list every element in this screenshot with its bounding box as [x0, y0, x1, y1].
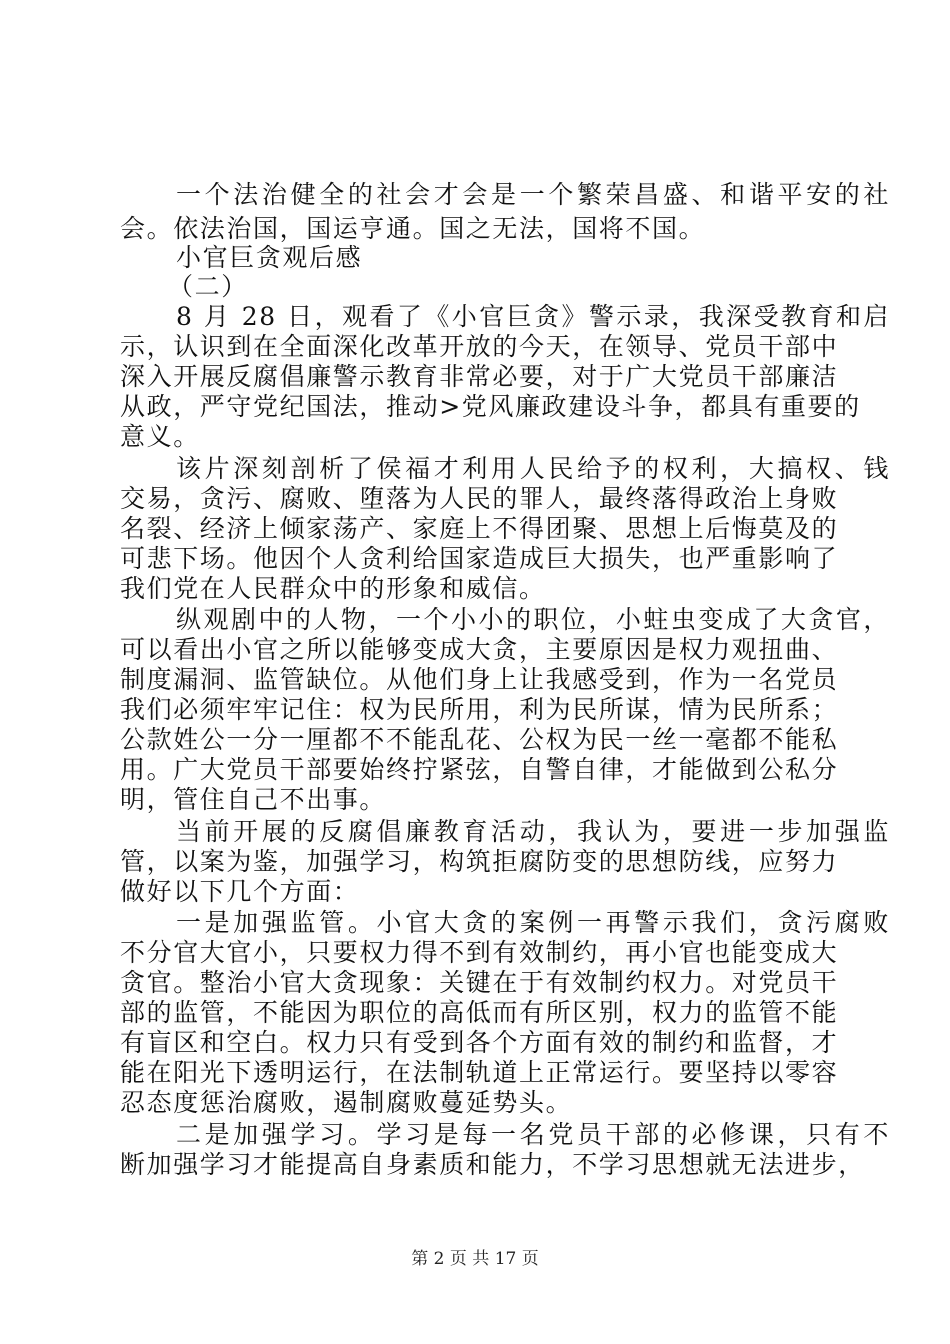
- text-line: 管，以案为鉴，加强学习，构筑拒腐防变的思想防线，应努力: [120, 847, 839, 876]
- text-line: 从政，严守党纪国法，推动>党风廉政建设斗争，都具有重要的: [120, 392, 861, 421]
- text-line: 一个法治健全的社会才会是一个繁荣昌盛、和谐平安的社: [176, 180, 890, 209]
- text-line: 可以看出小官之所以能够变成大贪，主要原因是权力观扭曲、: [120, 635, 839, 664]
- text-line: 制度漏洞、监管缺位。从他们身上让我感受到，作为一名党员: [120, 665, 839, 694]
- text-line: 断加强学习才能提高自身素质和能力，不学习思想就无法进步，: [120, 1150, 865, 1179]
- text-line: 用。广大党员干部要始终拧紧弦，自警自律，才能做到公私分: [120, 755, 839, 784]
- text-line: 能在阳光下透明运行，在法制轨道上正常运行。要坚持以零容: [120, 1058, 839, 1087]
- text-line: 我们党在人民群众中的形象和威信。: [120, 574, 546, 603]
- text-line: 忍态度惩治腐败，遏制腐败蔓延势头。: [120, 1088, 573, 1117]
- text-line: 示，认识到在全面深化改革开放的今天，在领导、党员干部中: [120, 332, 839, 361]
- text-line: 当前开展的反腐倡廉教育活动，我认为，要进一步加强监: [176, 817, 890, 846]
- text-line: 纵观剧中的人物，一个小小的职位，小蛀虫变成了大贪官，: [176, 605, 890, 634]
- text-line: 公款姓公一分一厘都不不能乱花、公权为民一丝一毫都不能私: [120, 725, 839, 754]
- text-line: 贪官。整治小官大贪现象：关键在于有效制约权力。对党员干: [120, 968, 839, 997]
- text-line: 深入开展反腐倡廉警示教育非常必要，对于广大党员干部廉洁: [120, 362, 839, 391]
- text-line: 部的监管，不能因为职位的高低而有所区别，权力的监管不能: [120, 998, 839, 1027]
- text-line: 交易，贪污、腐败、堕落为人民的罪人，最终落得政治上身败: [120, 484, 839, 513]
- section-title: 小官巨贪观后感: [176, 243, 363, 272]
- text-line: 不分官大官小，只要权力得不到有效制约，再小官也能变成大: [120, 938, 839, 967]
- text-line: 有盲区和空白。权力只有受到各个方面有效的制约和监督，才: [120, 1028, 839, 1057]
- text-line: 可悲下场。他因个人贪利给国家造成巨大损失，也严重影响了: [120, 544, 839, 573]
- text-line: 名裂、经济上倾家荡产、家庭上不得团聚、思想上后悔莫及的: [120, 514, 839, 543]
- text-line: 意义。: [120, 422, 200, 451]
- text-line: 我们必须牢牢记住：权为民所用，利为民所谋，情为民所系；: [120, 695, 839, 724]
- section-subtitle: （二）: [168, 272, 248, 301]
- text-line: 该片深刻剖析了侯福才利用人民给予的权利，大搞权、钱: [176, 454, 890, 483]
- text-line: 明，管住自己不出事。: [120, 785, 387, 814]
- text-line: 8 月 28 日，观看了《小官巨贪》警示录，我深受教育和启: [176, 302, 890, 331]
- page-footer: 第 2 页 共 17 页: [411, 1249, 539, 1269]
- text-line: 做好以下几个方面：: [120, 877, 360, 906]
- text-line: 一是加强监管。小官大贪的案例一再警示我们，贪污腐败: [176, 908, 890, 937]
- text-line: 会。依法治国，国运亨通。国之无法，国将不国。: [120, 214, 706, 243]
- text-line: 二是加强学习。学习是每一名党员干部的必修课，只有不: [176, 1120, 890, 1149]
